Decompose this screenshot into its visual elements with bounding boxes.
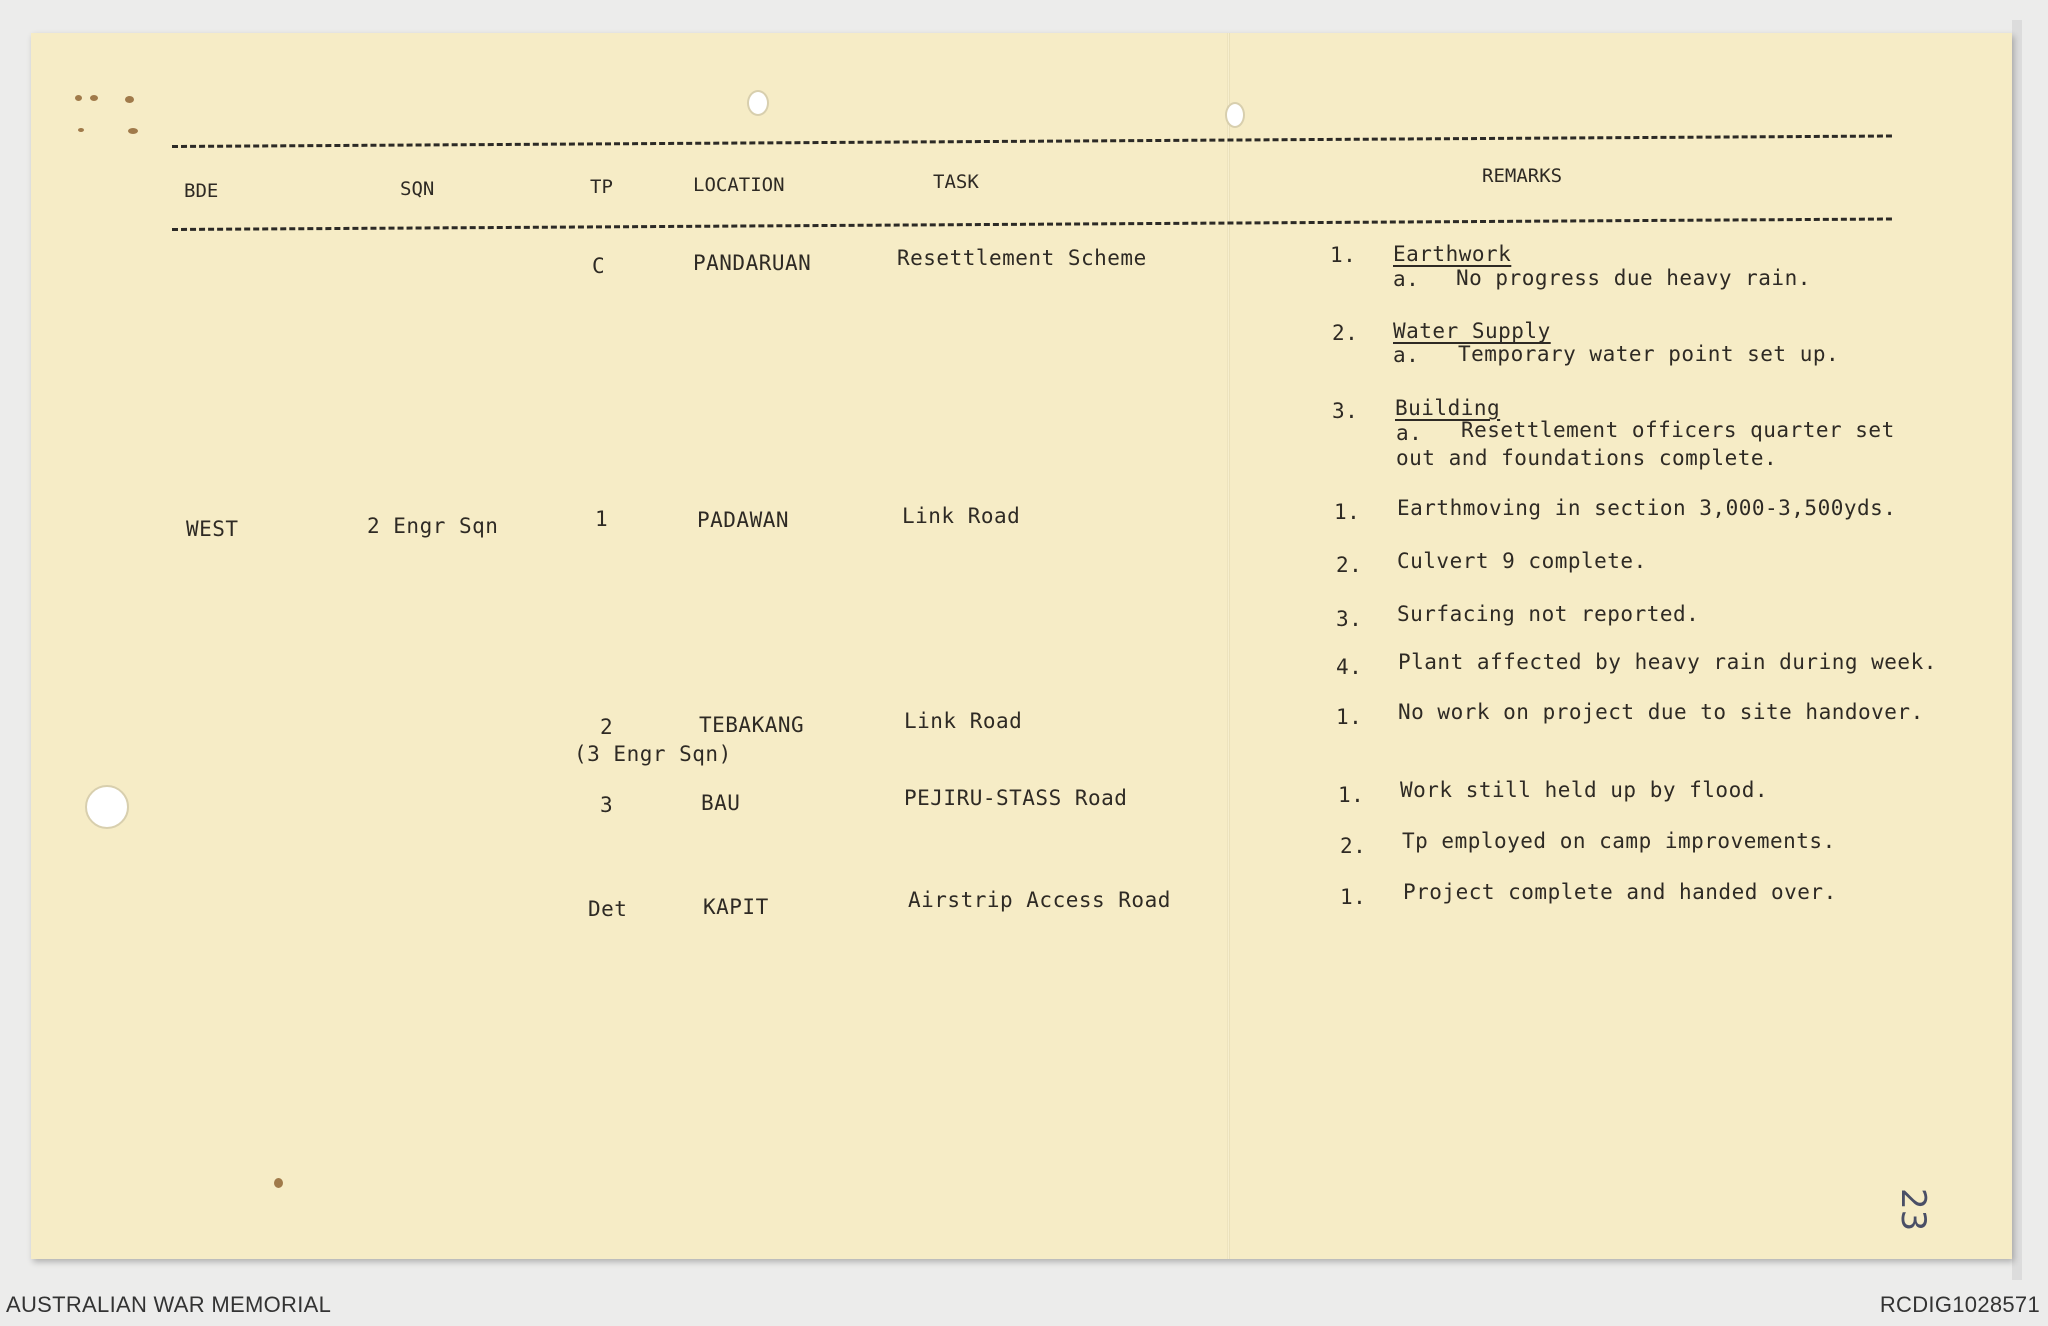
header-bde: BDE [184,180,219,202]
paper-speck [90,95,98,101]
row-location: PANDARUAN [693,251,812,275]
paper-speck [78,128,84,132]
row-bde: WEST [186,517,239,541]
remark-heading: Water Supply [1393,319,1551,343]
row-task: Link Road [902,504,1021,528]
remark-number: 1. [1330,243,1357,267]
row-tp: 2 [600,715,614,739]
footer-source: AUSTRALIAN WAR MEMORIAL [6,1292,332,1317]
remark-text: Work still held up by flood. [1400,778,1769,802]
remark-sub-letter: a. [1396,421,1423,445]
row-tp: 1 [595,507,609,531]
remark-number: 1. [1334,500,1361,524]
remark-text: Tp employed on camp improvements. [1402,829,1836,853]
remark-text: Project complete and handed over. [1403,880,1837,904]
remark-text: Temporary water point set up. [1458,342,1840,366]
row-tp: C [592,254,606,278]
row-tp: 3 [600,793,614,817]
row-task: Resettlement Scheme [897,246,1147,270]
row-location: TEBAKANG [699,713,805,737]
page-fold [1227,33,1230,1259]
remark-number: 4. [1336,655,1363,679]
paper-speck [274,1178,283,1188]
remark-text-continued: out and foundations complete. [1396,446,1778,470]
remark-heading: Earthwork [1393,242,1512,266]
remark-text: No work on project due to site handover. [1398,700,1924,724]
footer-image-id: RCDIG1028571 [1879,1292,2040,1317]
remark-sub-letter: a. [1393,267,1420,291]
row-sqn: 2 Engr Sqn [367,514,499,538]
remark-text: No progress due heavy rain. [1456,266,1811,290]
row-task: Link Road [904,709,1023,733]
header-remarks: REMARKS [1482,165,1563,187]
row-location: KAPIT [703,895,769,919]
paper-speck [75,95,82,101]
remark-number: 2. [1340,834,1367,858]
punch-hole [747,90,769,116]
remark-number: 2. [1336,553,1363,577]
remark-text: Earthmoving in section 3,000-3,500yds. [1397,496,1897,520]
row-location: BAU [701,791,741,815]
paper-speck [128,128,138,134]
row-task: PEJIRU-STASS Road [904,786,1128,810]
remark-number: 3. [1336,607,1363,631]
header-tp: TP [590,176,613,198]
row-task: Airstrip Access Road [908,888,1171,912]
document-page [31,33,2012,1259]
remark-heading: Building [1395,396,1501,420]
remark-sub-letter: a. [1393,343,1420,367]
punch-hole [85,785,129,829]
remark-number: 3. [1332,399,1359,423]
scanner-edge [2012,20,2022,1280]
header-sqn: SQN [400,178,435,200]
remark-number: 1. [1340,885,1367,909]
remark-text: Culvert 9 complete. [1397,549,1647,573]
page-number: 23 [1893,1188,1933,1232]
row-tp: Det [588,897,628,921]
remark-number: 1. [1336,705,1363,729]
row-tp-note: (3 Engr Sqn) [574,742,732,766]
paper-speck [125,96,134,103]
row-location: PADAWAN [697,508,790,532]
remark-number: 1. [1338,783,1365,807]
header-location: LOCATION [693,174,785,196]
remark-number: 2. [1332,321,1359,345]
header-task: TASK [933,171,979,193]
remark-text: Resettlement officers quarter set [1461,418,1895,442]
remark-text: Surfacing not reported. [1397,602,1700,626]
remark-text: Plant affected by heavy rain during week. [1398,650,1937,674]
punch-hole [1225,102,1245,128]
